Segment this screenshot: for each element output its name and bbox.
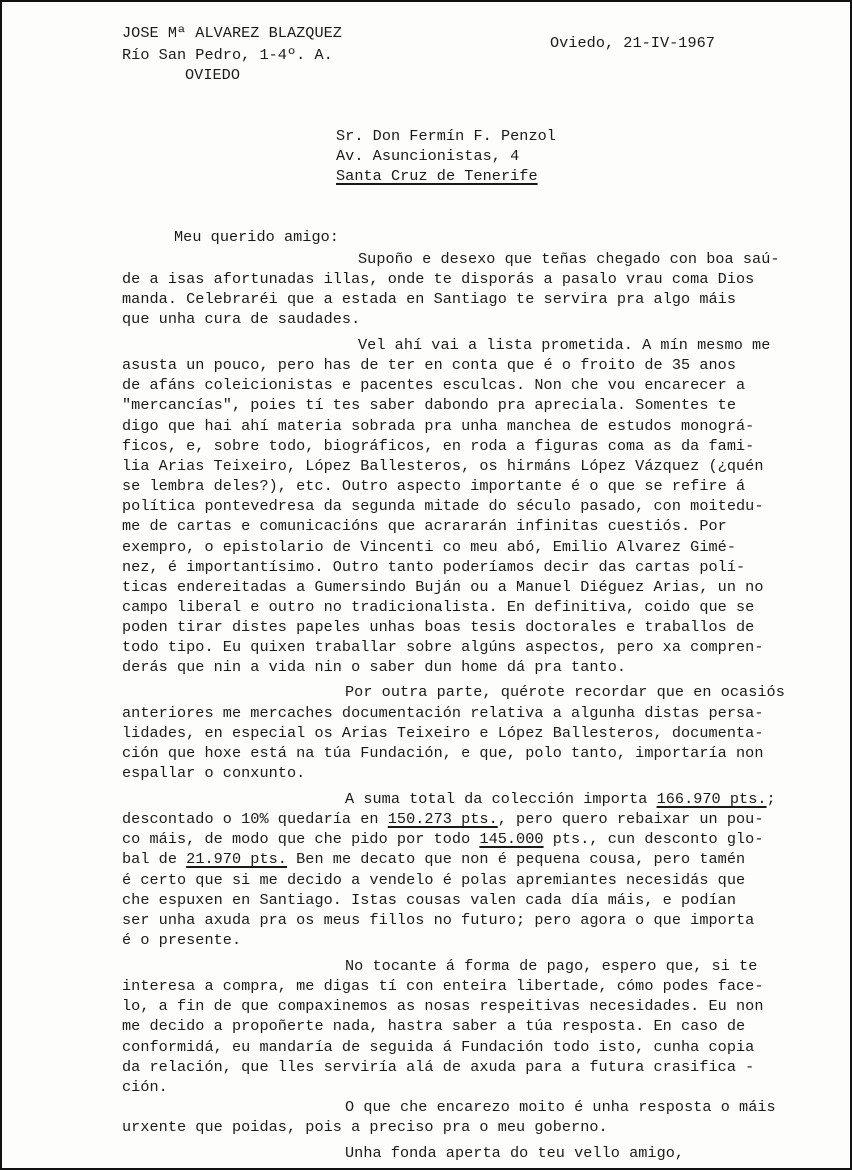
total-amount: 166.970 pts. [656, 789, 767, 808]
text-line: No tocante á forma de pago, espero que, si te [345, 956, 758, 975]
discounted-amount: 150.273 pts. [387, 810, 498, 828]
sender-street: Río San Pedro, 1-4º. A. [122, 46, 333, 65]
text-segment: Ben me decato que non é pequena cousa, pero tamén [286, 850, 746, 869]
text-line: política pontevedresa da segunda mitade do século pasado, con moitedu- [122, 497, 764, 516]
text-line: che espuxen en Santiago. Istas cousas valen cada día máis, e podían [122, 890, 736, 909]
text-line: urxente que poidas, pois a preciso pra o meu goberno. [122, 1118, 608, 1137]
text-line: ficos, e, sobre todo, biográficos, en roda a figuras coma as da fami- [122, 436, 755, 455]
recipient-city: Santa Cruz de Tenerife [336, 167, 538, 185]
text-segment: descontado o 10% quedaría en [122, 810, 388, 828]
sender-name: JOSE Mª ALVAREZ BLAZQUEZ [122, 24, 342, 42]
text-line: manda. Celebraréi que a estada en Santiago te servira pra algo máis [122, 289, 736, 308]
text-line [345, 789, 776, 808]
text-line: de afáns coleicionistas e pacentes esculcas. Non che vou encarecer a [122, 376, 746, 395]
text-line: exempro, o epistolario de Vincenti co meu abó, Emilio Alvarez Gimé- [122, 537, 736, 556]
text-line: é certo que si me decido a vendelo é polas apremiantes necesidás que [122, 870, 746, 889]
text-line: Supoño e desexo que teñas chegado con boa saú- [358, 249, 780, 268]
text-line: digo que hai ahí materia sobrada pra unha manchea de estudos monográ- [122, 416, 755, 435]
text-line: que unha cura de saudades. [122, 310, 361, 328]
text-line: O que che encarezo moito é unha resposta o máis [345, 1097, 776, 1116]
text-line: ción que hoxe está na túa Fundación, e que, polo tanto, importaría non [122, 743, 764, 762]
text-line: anteriores me mercaches documentación relativa a algunha distas persa- [122, 703, 764, 722]
recipient-name: Sr. Don Fermín F. Penzol [336, 126, 556, 145]
text-line: poden tirar distes papeles unhas boas tesis doctorales e traballos de [122, 618, 755, 637]
text-segment: pts., cun desconto glo- [543, 830, 764, 849]
text-line: interesa a compra, me digas tí con enteira libertade, cómo podes face- [122, 977, 764, 995]
text-segment: , pero quero rebaixar un pou- [497, 810, 764, 828]
letter-date: Oviedo, 21-IV-1967 [550, 33, 715, 52]
text-line: ción. [122, 1077, 168, 1096]
text-segment: A suma total da colección importa [345, 789, 657, 808]
text-line: derás que nin a vida nin o saber dun home dá pra tanto. [122, 658, 627, 677]
text-line: de a isas afortunadas illas, onde te disporás a pasalo vrau coma Dios [122, 269, 755, 288]
text-line: lo, a fin de que compaxinemos as nosas respeitivas necesidades. Eu non [122, 997, 764, 1016]
text-segment: bal de [122, 850, 187, 869]
text-line [122, 852, 745, 867]
text-line: lia Arias Teixeiro, López Ballesteros, os hirmáns López Vázquez (¿quén [122, 456, 764, 475]
asking-amount: 145.000 [479, 830, 544, 849]
text-line: Por outra parte, quérote recordar que en ocasiós [345, 683, 785, 702]
recipient-street: Av. Asuncionistas, 4 [336, 146, 520, 165]
text-line: nez, é importantísimo. Outro tanto poderíamos decir das cartas polí- [122, 557, 746, 576]
text-line [122, 812, 764, 827]
text-line: todo tipo. Eu quixen traballar sobre algúns aspectos, pero xa compren- [122, 638, 764, 657]
text-line: lidades, en especial os Arias Teixeiro e López Ballesteros, documenta- [122, 723, 764, 742]
text-segment: co máis, de modo que che pido por todo [122, 830, 480, 849]
closing-line: Unha fonda aperta do teu vello amigo, [345, 1144, 685, 1162]
text-line: me decido a propoñerte nada, hastra saber a túa resposta. En caso de [122, 1017, 746, 1036]
text-line: espallar o conxunto. [122, 763, 306, 782]
sender-city: OVIEDO [185, 66, 240, 85]
text-line: ticas endereitadas a Gumersindo Buján ou a Manuel Diéguez Arias, un no [122, 577, 764, 596]
text-line: se lembra deles?), etc. Outro aspecto importante é o que se refire á [122, 477, 746, 495]
text-line: me de cartas e comunicacións que acrararán infinitas cuestiós. Por [122, 517, 727, 536]
text-line: da relación, que lles serviría alá de axuda para a futura crasifica - [122, 1057, 755, 1076]
text-line: Vel ahí vai a lista prometida. A mín mesmo me [358, 335, 771, 354]
text-line: campo liberal e outro no tradicionalista. En definitiva, coido que se [122, 597, 755, 616]
text-line [122, 832, 764, 847]
text-line: é o presente. [122, 930, 242, 949]
text-line: ser unha axuda pra os meus fillos no futuro; pero agora o que importa [122, 910, 755, 929]
text-line: conformidá, eu mandaría de seguida á Fundación todo isto, cunha copia [122, 1037, 755, 1056]
text-line: asusta un pouco, pero has de ter en conta que é o froito de 35 anos [122, 356, 736, 375]
salutation: Meu querido amigo: [174, 227, 339, 246]
text-segment: ; [766, 789, 776, 808]
rebate-amount: 21.970 pts. [186, 850, 287, 869]
text-line: "mercancías", poies tí tes saber dabondo pra apreciala. Somentes te [122, 396, 736, 415]
